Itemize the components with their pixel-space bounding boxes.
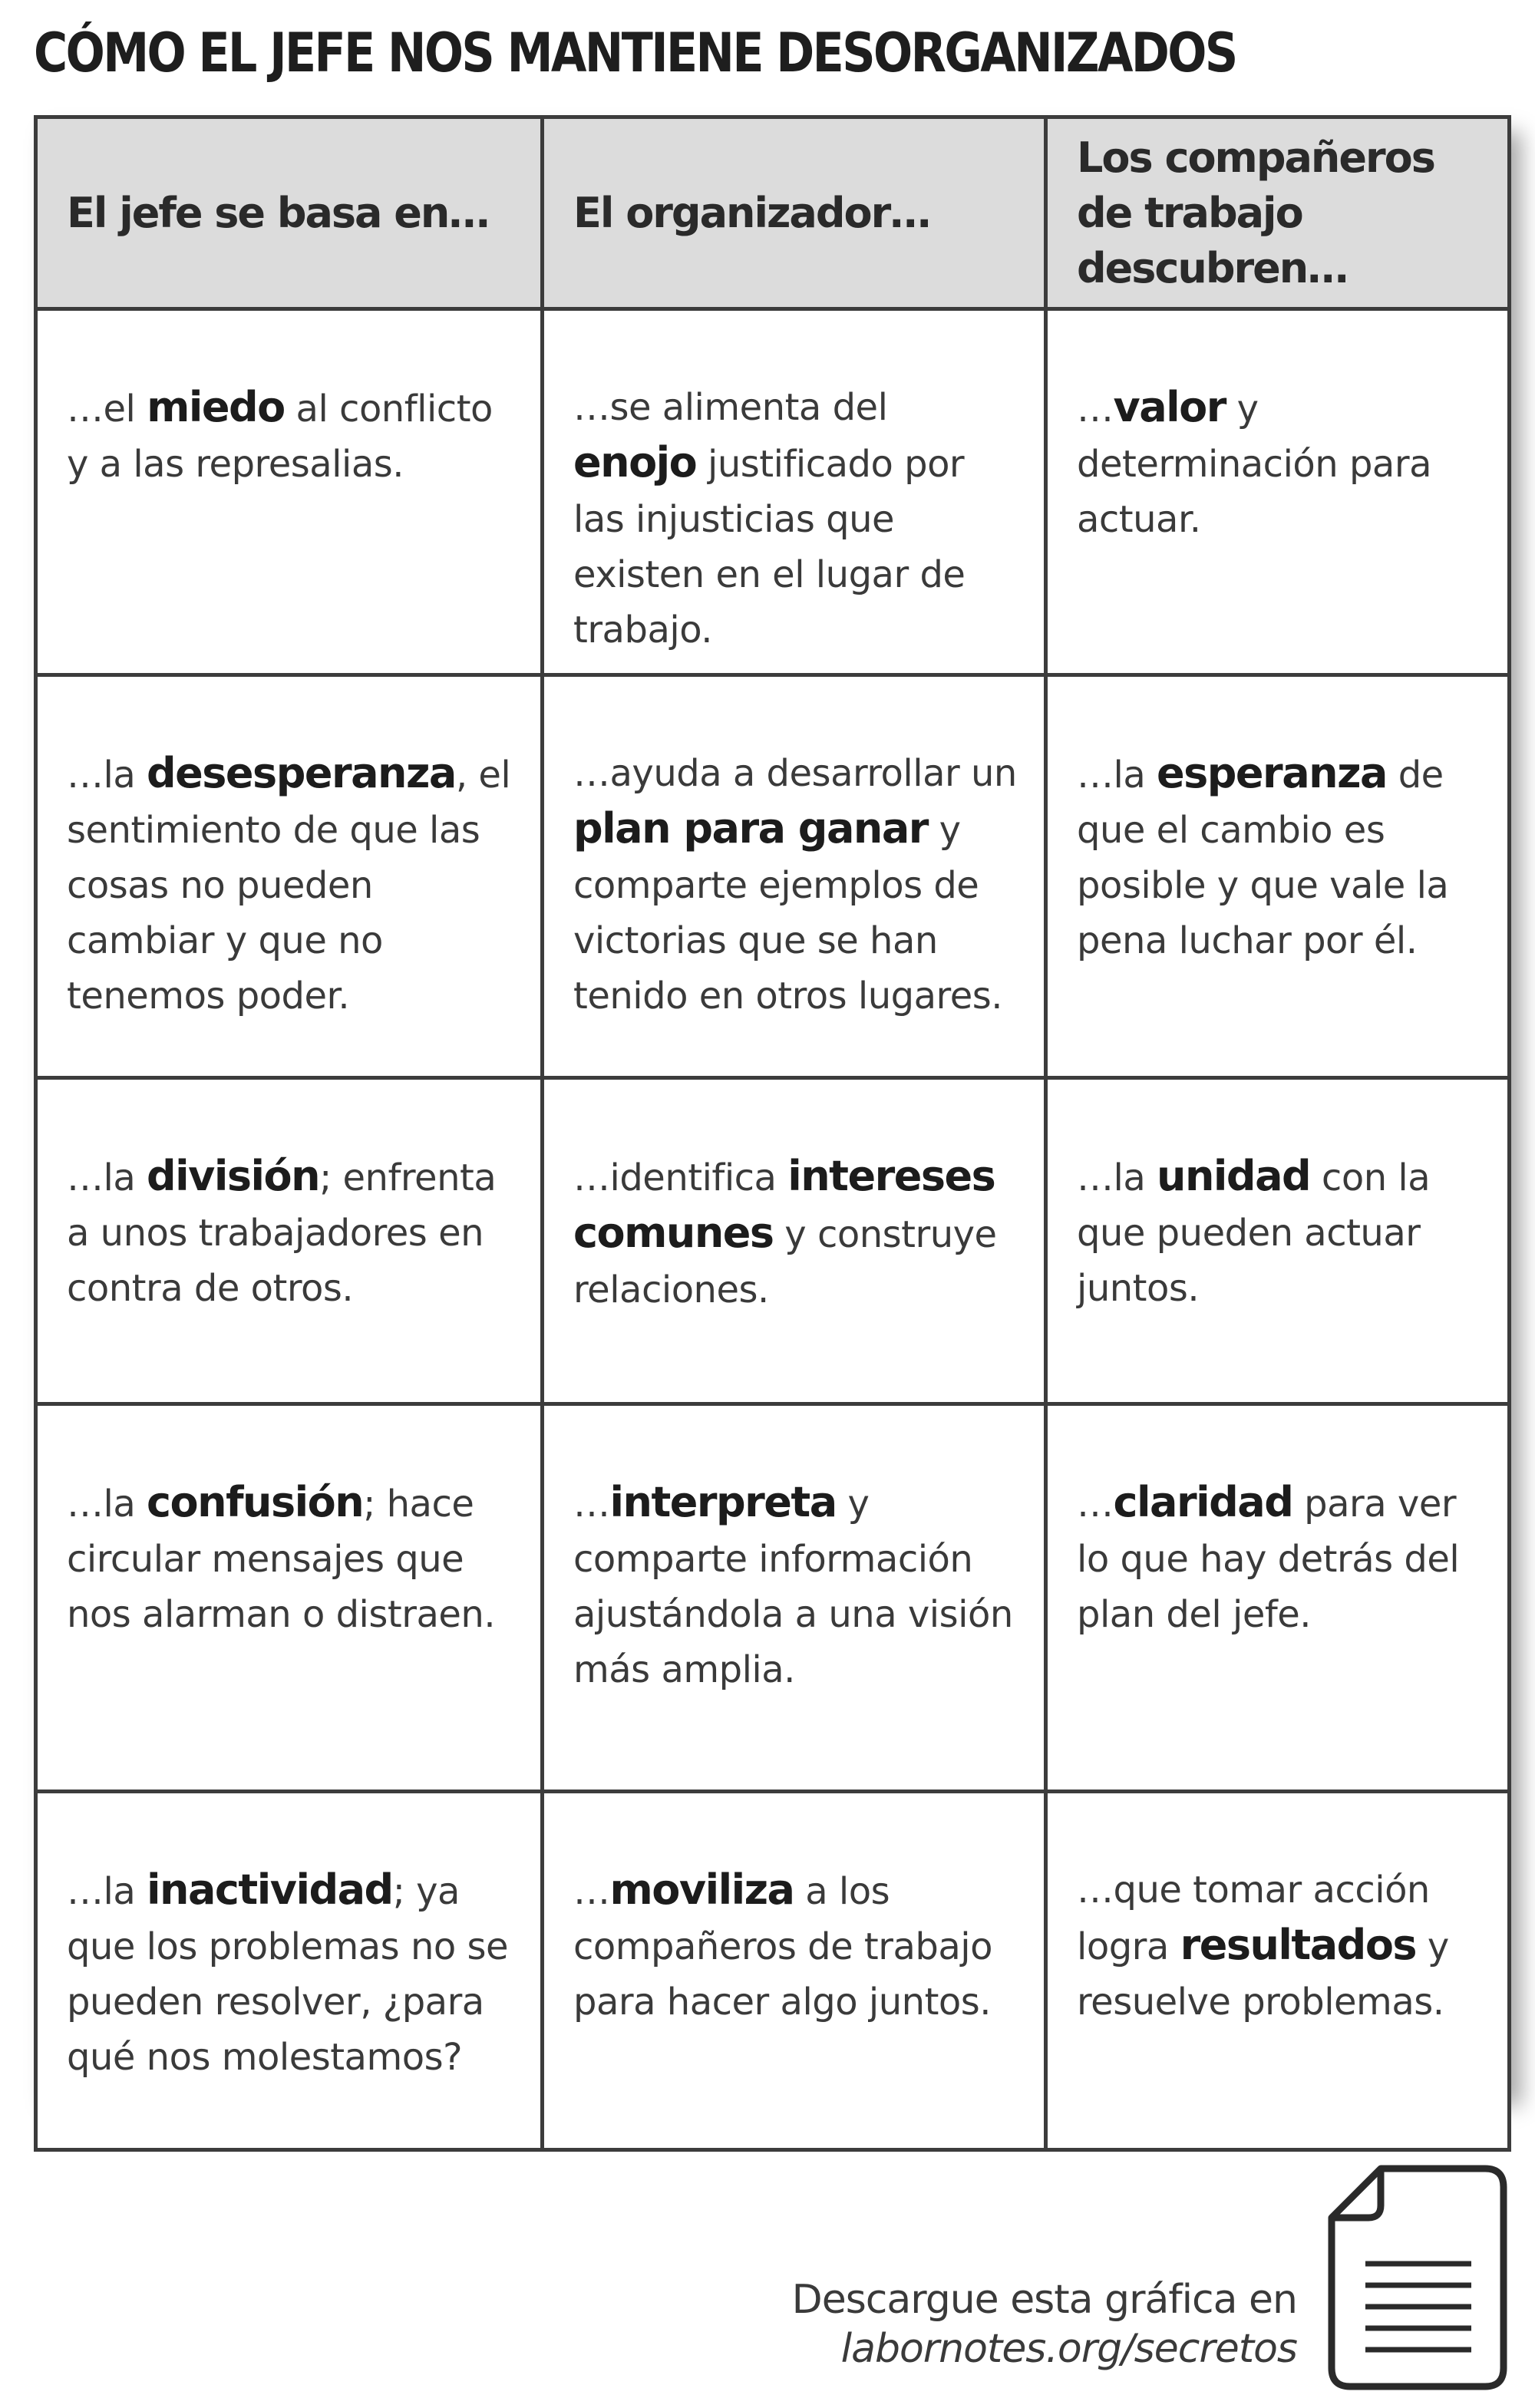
table-cell <box>36 309 543 675</box>
table-cell <box>36 675 543 1078</box>
table-cell <box>36 1404 543 1792</box>
cell-keyword: inactividad <box>147 1865 393 1914</box>
cell-keyword: confusión <box>147 1478 364 1526</box>
download-link[interactable]: labornotes.org/secretos <box>840 2326 1297 2372</box>
table-cell <box>36 1078 543 1404</box>
table-cell <box>543 1078 1046 1404</box>
cell-keyword: unidad <box>1157 1152 1311 1200</box>
cell-keyword: miedo <box>147 383 285 431</box>
cell-text: …la <box>67 1156 147 1199</box>
table-cell <box>543 675 1046 1078</box>
download-note <box>792 2275 1297 2373</box>
cell-keyword: claridad <box>1113 1478 1293 1526</box>
table-cell <box>1046 309 1510 675</box>
cell-keyword: moviliza <box>609 1865 794 1914</box>
cell-text: …la <box>67 1483 147 1526</box>
page-title: CÓMO EL JEFE NOS MANTIENE DESORGANIZADOS <box>34 21 1236 84</box>
table-cell <box>36 1792 543 2150</box>
cell-text: de que el cambio es posible y que vale la pena luchar por él. <box>1077 754 1449 962</box>
cell-text: … <box>1077 1483 1114 1526</box>
table-row <box>36 1078 1510 1404</box>
cell-text: y comparte ejemplos de victorias que se han tenido en otros lugares. <box>573 809 1003 1018</box>
table-cell <box>543 309 1046 675</box>
cell-text: , el sentimiento de que las cosas no pueden cambiar y que no tenemos poder. <box>67 754 511 1018</box>
cell-text: …ayuda a desarrollar un <box>573 752 1017 795</box>
cell-text: con la que pueden actuar juntos. <box>1077 1156 1431 1310</box>
header-jefe: El jefe se basa en… <box>36 117 543 309</box>
cell-text: …que tomar acción logra <box>1077 1869 1430 1968</box>
table-cell <box>1046 1078 1510 1404</box>
cell-text: …la <box>1077 754 1157 797</box>
cell-text: y determinación para actuar. <box>1077 388 1431 541</box>
table-header-row <box>36 117 1510 309</box>
cell-text: …se alimenta del <box>573 386 888 429</box>
cell-keyword: valor <box>1113 383 1226 431</box>
table-row <box>36 309 1510 675</box>
document-icon[interactable] <box>1325 2162 1510 2393</box>
cell-text: ; enfrenta a unos trabajadores en contra de otros. <box>67 1156 497 1310</box>
header-organizador: El organizador… <box>543 117 1046 309</box>
table-cell <box>1046 675 1510 1078</box>
comparison-table <box>34 115 1511 2152</box>
cell-keyword: intereses comunes <box>573 1152 995 1257</box>
cell-text: …el <box>67 388 147 430</box>
cell-text: ; ya que los problemas no se pueden resolver, ¿para qué nos molestamos? <box>67 1870 509 2079</box>
cell-keyword: división <box>147 1152 320 1200</box>
cell-keyword: plan para ganar <box>573 804 928 853</box>
cell-keyword: desesperanza <box>147 749 456 797</box>
cell-text: ; hace circular mensajes que nos alarman o distraen. <box>67 1483 496 1636</box>
cell-keyword: resultados <box>1180 1921 1417 1969</box>
cell-text: … <box>573 1483 610 1526</box>
cell-text: y resuelve problemas. <box>1077 1925 1449 2024</box>
cell-text: a los compañeros de trabajo para hacer algo juntos. <box>573 1870 992 2024</box>
header-companeros: Los compañeros de trabajo descubren… <box>1046 117 1510 309</box>
cell-keyword: interpreta <box>609 1478 837 1526</box>
table-cell <box>1046 1792 1510 2150</box>
table-cell <box>543 1404 1046 1792</box>
cell-text: … <box>1077 388 1114 430</box>
cell-keyword: enojo <box>573 438 697 487</box>
cell-text: …la <box>67 754 147 797</box>
cell-keyword: esperanza <box>1157 749 1387 797</box>
comparison-table-container <box>34 115 1507 2089</box>
download-text: Descargue esta gráfica en <box>791 2277 1297 2323</box>
table-row <box>36 675 1510 1078</box>
cell-text: … <box>573 1870 610 1913</box>
cell-text: justificado por las injusticias que existen en el lugar de trabajo. <box>573 443 966 651</box>
cell-text: y construye relaciones. <box>573 1213 997 1311</box>
cell-text: …la <box>1077 1156 1157 1199</box>
table-cell <box>543 1792 1046 2150</box>
cell-text: al conflicto y a las represalias. <box>67 388 493 486</box>
cell-text: y comparte información ajustándola a una visión más amplia. <box>573 1483 1013 1691</box>
table-row <box>36 1792 1510 2150</box>
cell-text: para ver lo que hay detrás del plan del jefe. <box>1077 1483 1460 1636</box>
cell-text: …identifica <box>573 1156 788 1199</box>
cell-text: …la <box>67 1870 147 1913</box>
table-row <box>36 1404 1510 1792</box>
table-cell <box>1046 1404 1510 1792</box>
